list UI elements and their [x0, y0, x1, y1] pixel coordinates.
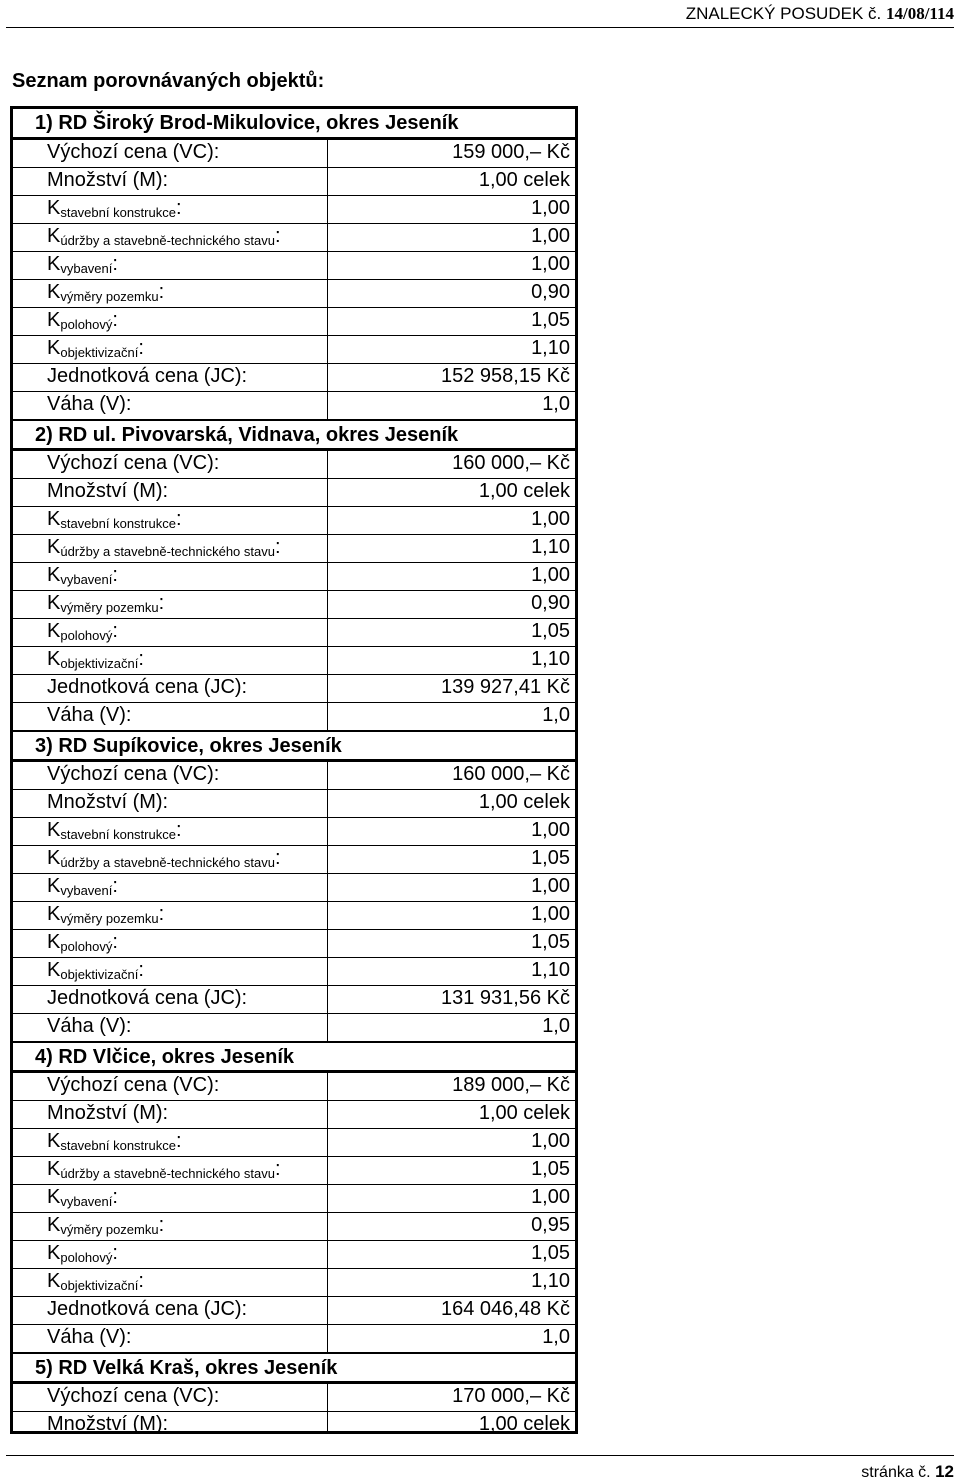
- row-value: 0,90: [531, 592, 570, 614]
- row-label: Množství (M):: [47, 480, 169, 502]
- row-value: 1,00: [531, 1130, 570, 1152]
- row-value: 1,00 celek: [478, 480, 570, 502]
- coefficient-subscript: objektivizační: [60, 656, 139, 671]
- coefficient-symbol: K: [47, 309, 61, 331]
- coefficient-symbol: K: [47, 253, 61, 275]
- table-row: [13, 1014, 575, 1042]
- table-row: [13, 818, 575, 846]
- coefficient-symbol: K: [47, 648, 61, 670]
- row-label: Množství (M):: [47, 791, 169, 813]
- row-label: [47, 1186, 118, 1209]
- row-label: [47, 1242, 118, 1265]
- coefficient-colon: :: [138, 648, 144, 670]
- table-row: [13, 280, 575, 308]
- table-row: [13, 140, 575, 168]
- row-value: 131 931,56 Kč: [441, 987, 570, 1009]
- row-label: Váha (V):: [47, 704, 132, 726]
- footer-label: stránka č.: [861, 1464, 931, 1481]
- row-value: 1,00: [531, 819, 570, 841]
- table-row: [13, 930, 575, 958]
- coefficient-subscript: výměry pozemku: [60, 1222, 159, 1237]
- row-value: 152 958,15 Kč: [441, 365, 570, 387]
- table-row: [13, 846, 575, 874]
- table-row: [13, 591, 575, 619]
- table-row: [13, 1213, 575, 1241]
- coefficient-subscript: vybavení: [60, 1194, 113, 1209]
- header-title-prefix: ZNALECKÝ POSUDEK č.: [685, 4, 882, 23]
- row-value: 159 000,– Kč: [452, 141, 570, 163]
- coefficient-subscript: údržby a stavebně-technického stavu: [60, 544, 275, 559]
- table-row: [13, 958, 575, 986]
- object-header: [13, 731, 575, 762]
- row-value: 1,10: [531, 1270, 570, 1292]
- table-row: [13, 563, 575, 591]
- coefficient-subscript: výměry pozemku: [60, 600, 159, 615]
- coefficient-symbol: K: [47, 1214, 61, 1236]
- coefficient-colon: :: [274, 225, 281, 247]
- row-value: 1,05: [531, 1242, 570, 1264]
- row-label: [47, 931, 118, 954]
- coefficient-colon: :: [138, 1270, 144, 1292]
- table-row: [13, 790, 575, 818]
- row-value: 189 000,– Kč: [452, 1074, 570, 1096]
- row-label: Výchozí cena (VC):: [47, 452, 220, 474]
- object-header: [13, 1353, 575, 1384]
- coefficient-symbol: K: [47, 281, 61, 303]
- row-label: [47, 337, 144, 360]
- object-name: 1) RD Široký Brod-Mikulovice, okres Jeseník: [35, 112, 459, 134]
- table-row: [13, 986, 575, 1014]
- coefficient-subscript: stavební konstrukce: [60, 205, 176, 220]
- coefficient-colon: :: [274, 1158, 281, 1180]
- coefficient-colon: :: [138, 959, 144, 981]
- coefficient-subscript: vybavení: [60, 261, 113, 276]
- table-row: [13, 1325, 575, 1353]
- coefficient-subscript: výměry pozemku: [60, 289, 159, 304]
- coefficient-subscript: údržby a stavebně-technického stavu: [60, 233, 275, 248]
- row-label: [47, 1214, 164, 1237]
- row-value: 1,05: [531, 931, 570, 953]
- object-header: [13, 1042, 575, 1073]
- coefficient-symbol: K: [47, 1158, 61, 1180]
- coefficient-subscript: stavební konstrukce: [60, 516, 176, 531]
- row-value: 1,05: [531, 620, 570, 642]
- row-label: [47, 620, 118, 643]
- row-label: [47, 536, 281, 559]
- coefficient-symbol: K: [47, 620, 61, 642]
- table-row: [13, 874, 575, 902]
- coefficient-subscript: údržby a stavebně-technického stavu: [60, 855, 275, 870]
- row-value: 1,05: [531, 1158, 570, 1180]
- coefficient-symbol: K: [47, 931, 61, 953]
- table-row: [13, 619, 575, 647]
- row-value: 170 000,– Kč: [452, 1385, 570, 1407]
- coefficient-colon: :: [112, 253, 118, 275]
- table-row: [13, 308, 575, 336]
- document-header: [686, 4, 954, 24]
- coefficient-subscript: polohový: [60, 939, 113, 954]
- row-label: [47, 508, 182, 531]
- table-rows: [13, 109, 575, 1440]
- coefficient-symbol: K: [47, 847, 61, 869]
- row-value: 1,00: [531, 197, 570, 219]
- row-label: Váha (V):: [47, 1015, 132, 1037]
- coefficient-subscript: polohový: [60, 317, 113, 332]
- row-label: Jednotková cena (JC):: [47, 987, 248, 1009]
- row-value: 1,00: [531, 253, 570, 275]
- table-row: [13, 1384, 575, 1412]
- coefficient-subscript: vybavení: [60, 572, 113, 587]
- coefficient-symbol: K: [47, 564, 61, 586]
- header-title-number: 14/08/114: [885, 4, 954, 23]
- row-label: [47, 253, 118, 276]
- table-row: [13, 703, 575, 731]
- coefficient-subscript: polohový: [60, 628, 113, 643]
- table-row: [13, 364, 575, 392]
- table-row: [13, 196, 575, 224]
- row-label: [47, 1158, 281, 1181]
- row-value: 1,05: [531, 847, 570, 869]
- coefficient-symbol: K: [47, 592, 61, 614]
- coefficient-subscript: stavební konstrukce: [60, 1138, 176, 1153]
- table-row: [13, 479, 575, 507]
- page-footer: [861, 1462, 954, 1482]
- row-label: Množství (M):: [47, 1413, 169, 1435]
- object-header: [13, 109, 575, 140]
- row-label: [47, 903, 164, 926]
- row-value: 1,10: [531, 959, 570, 981]
- row-label: [47, 1130, 182, 1153]
- coefficient-colon: :: [175, 1130, 182, 1152]
- coefficient-colon: :: [112, 564, 118, 586]
- row-value: 1,00: [531, 508, 570, 530]
- coefficient-symbol: K: [47, 337, 61, 359]
- coefficient-colon: :: [138, 337, 144, 359]
- coefficient-colon: :: [274, 847, 281, 869]
- footer-rule: [6, 1455, 954, 1456]
- row-value: 0,90: [531, 281, 570, 303]
- coefficient-colon: :: [175, 508, 182, 530]
- coefficient-colon: :: [175, 819, 182, 841]
- table-row: [13, 1269, 575, 1297]
- comparison-table: [10, 106, 578, 1434]
- coefficient-subscript: stavební konstrukce: [60, 827, 176, 842]
- row-label: Výchozí cena (VC):: [47, 763, 220, 785]
- table-row: [13, 507, 575, 535]
- row-value: 1,0: [542, 393, 570, 415]
- table-row: [13, 252, 575, 280]
- coefficient-symbol: K: [47, 903, 61, 925]
- row-value: 1,00: [531, 1186, 570, 1208]
- row-value: 1,0: [542, 1015, 570, 1037]
- coefficient-colon: :: [112, 620, 118, 642]
- row-label: [47, 281, 164, 304]
- coefficient-subscript: výměry pozemku: [60, 911, 159, 926]
- coefficient-subscript: vybavení: [60, 883, 113, 898]
- row-value: 1,00 celek: [478, 1102, 570, 1124]
- row-value: 1,00 celek: [478, 1413, 570, 1435]
- row-value: 164 046,48 Kč: [441, 1298, 570, 1320]
- object-name: 3) RD Supíkovice, okres Jeseník: [35, 735, 342, 757]
- row-value: 1,00: [531, 875, 570, 897]
- coefficient-subscript: objektivizační: [60, 1278, 139, 1293]
- row-value: 1,0: [542, 1326, 570, 1348]
- row-value: 1,10: [531, 536, 570, 558]
- coefficient-colon: :: [112, 931, 118, 953]
- row-value: 139 927,41 Kč: [441, 676, 570, 698]
- row-value: 160 000,– Kč: [452, 452, 570, 474]
- table-row: [13, 1185, 575, 1213]
- row-value: 1,00 celek: [478, 791, 570, 813]
- row-label: Výchozí cena (VC):: [47, 141, 220, 163]
- table-row: [13, 535, 575, 563]
- row-value: 1,10: [531, 337, 570, 359]
- coefficient-colon: :: [112, 309, 118, 331]
- table-row: [13, 451, 575, 479]
- row-label: Jednotková cena (JC):: [47, 676, 248, 698]
- table-row: [13, 675, 575, 703]
- table-row: [13, 224, 575, 252]
- coefficient-symbol: K: [47, 197, 61, 219]
- coefficient-colon: :: [158, 1214, 165, 1236]
- table-row: [13, 902, 575, 930]
- coefficient-colon: :: [112, 875, 118, 897]
- coefficient-subscript: údržby a stavebně-technického stavu: [60, 1166, 275, 1181]
- row-label: Váha (V):: [47, 1326, 132, 1348]
- row-value: 160 000,– Kč: [452, 763, 570, 785]
- table-row: [13, 1297, 575, 1325]
- row-label: [47, 648, 144, 671]
- object-name: 2) RD ul. Pivovarská, Vidnava, okres Jeseník: [35, 424, 459, 446]
- coefficient-colon: :: [158, 281, 165, 303]
- row-value: 1,00: [531, 225, 570, 247]
- coefficient-symbol: K: [47, 1242, 61, 1264]
- row-value: 1,00: [531, 564, 570, 586]
- row-value: 1,10: [531, 648, 570, 670]
- table-row: [13, 1157, 575, 1185]
- row-label: Jednotková cena (JC):: [47, 365, 248, 387]
- row-value: 1,00: [531, 903, 570, 925]
- row-label: [47, 197, 182, 220]
- coefficient-symbol: K: [47, 1270, 61, 1292]
- coefficient-symbol: K: [47, 1130, 61, 1152]
- row-label: Jednotková cena (JC):: [47, 1298, 248, 1320]
- coefficient-colon: :: [158, 592, 165, 614]
- row-label: [47, 592, 164, 615]
- table-row: [13, 1241, 575, 1269]
- coefficient-colon: :: [158, 903, 165, 925]
- row-label: [47, 847, 281, 870]
- row-value: 1,0: [542, 704, 570, 726]
- object-name: 5) RD Velká Kraš, okres Jeseník: [35, 1357, 338, 1379]
- page-number: 12: [935, 1462, 954, 1481]
- coefficient-symbol: K: [47, 819, 61, 841]
- row-label: Množství (M):: [47, 169, 169, 191]
- table-row: [13, 647, 575, 675]
- row-label: Váha (V):: [47, 393, 132, 415]
- list-title: Seznam porovnávaných objektů:: [12, 70, 325, 92]
- coefficient-symbol: K: [47, 536, 61, 558]
- table-row: [13, 1129, 575, 1157]
- row-label: [47, 959, 144, 982]
- coefficient-colon: :: [112, 1242, 118, 1264]
- row-label: Výchozí cena (VC):: [47, 1074, 220, 1096]
- table-row: [13, 762, 575, 790]
- coefficient-colon: :: [112, 1186, 118, 1208]
- row-value: 0,95: [531, 1214, 570, 1236]
- object-header: [13, 420, 575, 451]
- row-label: [47, 1270, 144, 1293]
- row-label: [47, 309, 118, 332]
- row-label: Výchozí cena (VC):: [47, 1385, 220, 1407]
- row-label: [47, 875, 118, 898]
- coefficient-symbol: K: [47, 225, 61, 247]
- row-label: [47, 564, 118, 587]
- table-row: [13, 1412, 575, 1440]
- coefficient-subscript: objektivizační: [60, 967, 139, 982]
- coefficient-subscript: polohový: [60, 1250, 113, 1265]
- table-row: [13, 336, 575, 364]
- table-row: [13, 1101, 575, 1129]
- row-label: Množství (M):: [47, 1102, 169, 1124]
- table-row: [13, 1073, 575, 1101]
- row-value: 1,05: [531, 309, 570, 331]
- coefficient-colon: :: [175, 197, 182, 219]
- coefficient-subscript: objektivizační: [60, 345, 139, 360]
- coefficient-symbol: K: [47, 875, 61, 897]
- coefficient-colon: :: [274, 536, 281, 558]
- row-label: [47, 225, 281, 248]
- table-row: [13, 392, 575, 420]
- table-row: [13, 168, 575, 196]
- object-name: 4) RD Vlčice, okres Jeseník: [35, 1046, 295, 1068]
- coefficient-symbol: K: [47, 959, 61, 981]
- header-rule: [6, 27, 954, 28]
- row-label: [47, 819, 182, 842]
- coefficient-symbol: K: [47, 1186, 61, 1208]
- row-value: 1,00 celek: [478, 169, 570, 191]
- coefficient-symbol: K: [47, 508, 61, 530]
